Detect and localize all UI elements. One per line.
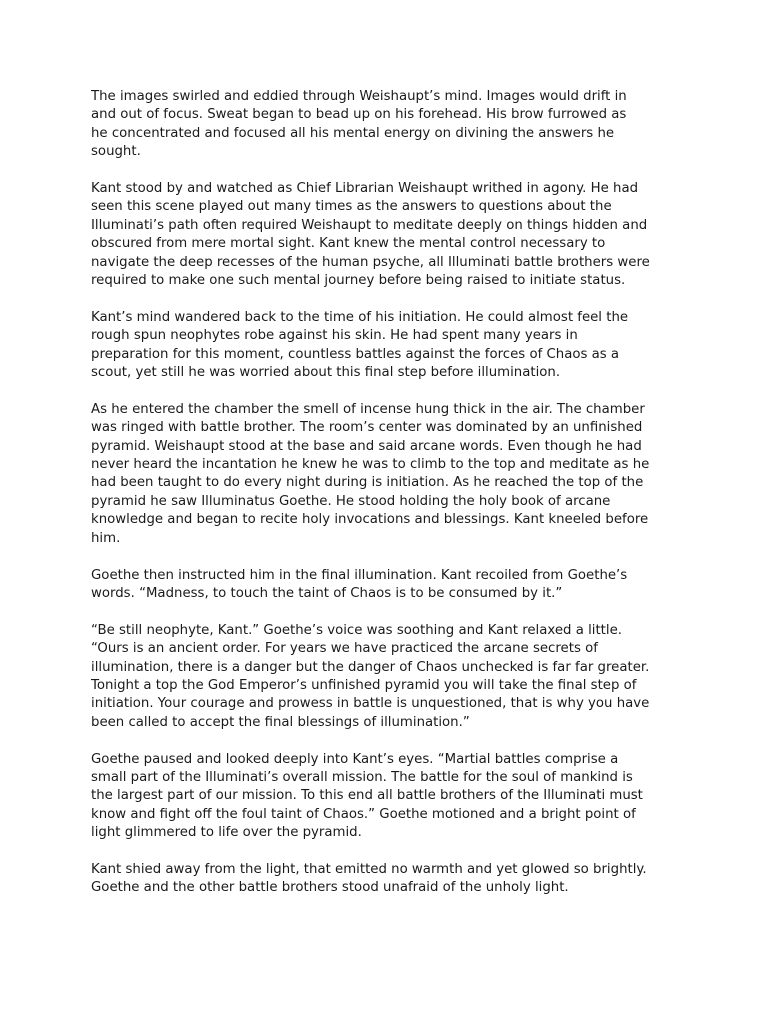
paragraph-4: As he entered the chamber the smell of incense hung thick in the air. The chamber was ringed with battle brother. The room’s center was dominated by an unfinished pyramid. Weishaupt stood at the base and said arcane words. Even though he had never heard the incantation he knew he was to climb to the top and meditate as he had been taught to do every night during is initiation. As he reached the top of the pyramid he saw Illuminatus Goethe. He stood holding the holy book of arcane knowledge and began to recite holy invocations and blessings. Kant kneeled before him. [91,401,650,546]
paragraph-5: Goethe then instructed him in the final illumination. Kant recoiled from Goethe’s words. “Madness, to touch the taint of Chaos is to be consumed by it.” [91,567,628,601]
paragraph-1: The images swirled and eddied through Weishaupt’s mind. Images would drift in and out of focus. Sweat began to bead up on his forehead. His brow furrowed as he concentrated and focused all his mental energy on divining the answers he sought. [91,89,627,160]
document-page [91,88,681,916]
paragraph-6: “Be still neophyte, Kant.” Goethe’s voice was soothing and Kant relaxed a little. “Ours is an ancient order. For years we have practiced the arcane secrets of illumination, there is a danger but the danger of Chaos unchecked is far far greater. Tonight a top the God Emperor’s unfinished pyramid you will take the final step of initiation. Your courage and prowess in battle is unquestioned, that is why you have been called to accept the final blessings of illumination.” [91,622,650,730]
paragraph-3: Kant’s mind wandered back to the time of his initiation. He could almost feel the rough spun neophytes robe against his skin. He had spent many years in preparation for this moment, countless battles against the forces of Chaos as a scout, yet still he was worried about this final step before illumination. [91,309,629,381]
paragraph-8: Kant shied away from the light, that emitted no warmth and yet glowed so brightly. Goethe and the other battle brothers stood unafraid of the unholy light. [91,861,647,896]
paragraph-7: Goethe paused and looked deeply into Kant’s eyes. “Martial battles comprise a small part of the Illuminati’s overall mission. The battle for the soul of mankind is the largest part of our mission. To this end all battle brothers of the Illuminati must know and fight off the foul taint of Chaos.” Goethe motioned and a bright point of light glimmered to life over the pyramid. [91,751,643,841]
paragraph-2: Kant stood by and watched as Chief Librarian Weishaupt writhed in agony. He had seen this scene played out many times as the answers to questions about the Illuminati’s path often required Weishaupt to meditate deeply on things hidden and obscured from mere mortal sight. Kant knew the mental control necessary to navigate the deep recesses of the human psyche, all Illuminati battle brothers were required to make one such mental journey before being raised to initiate status. [91,181,650,289]
